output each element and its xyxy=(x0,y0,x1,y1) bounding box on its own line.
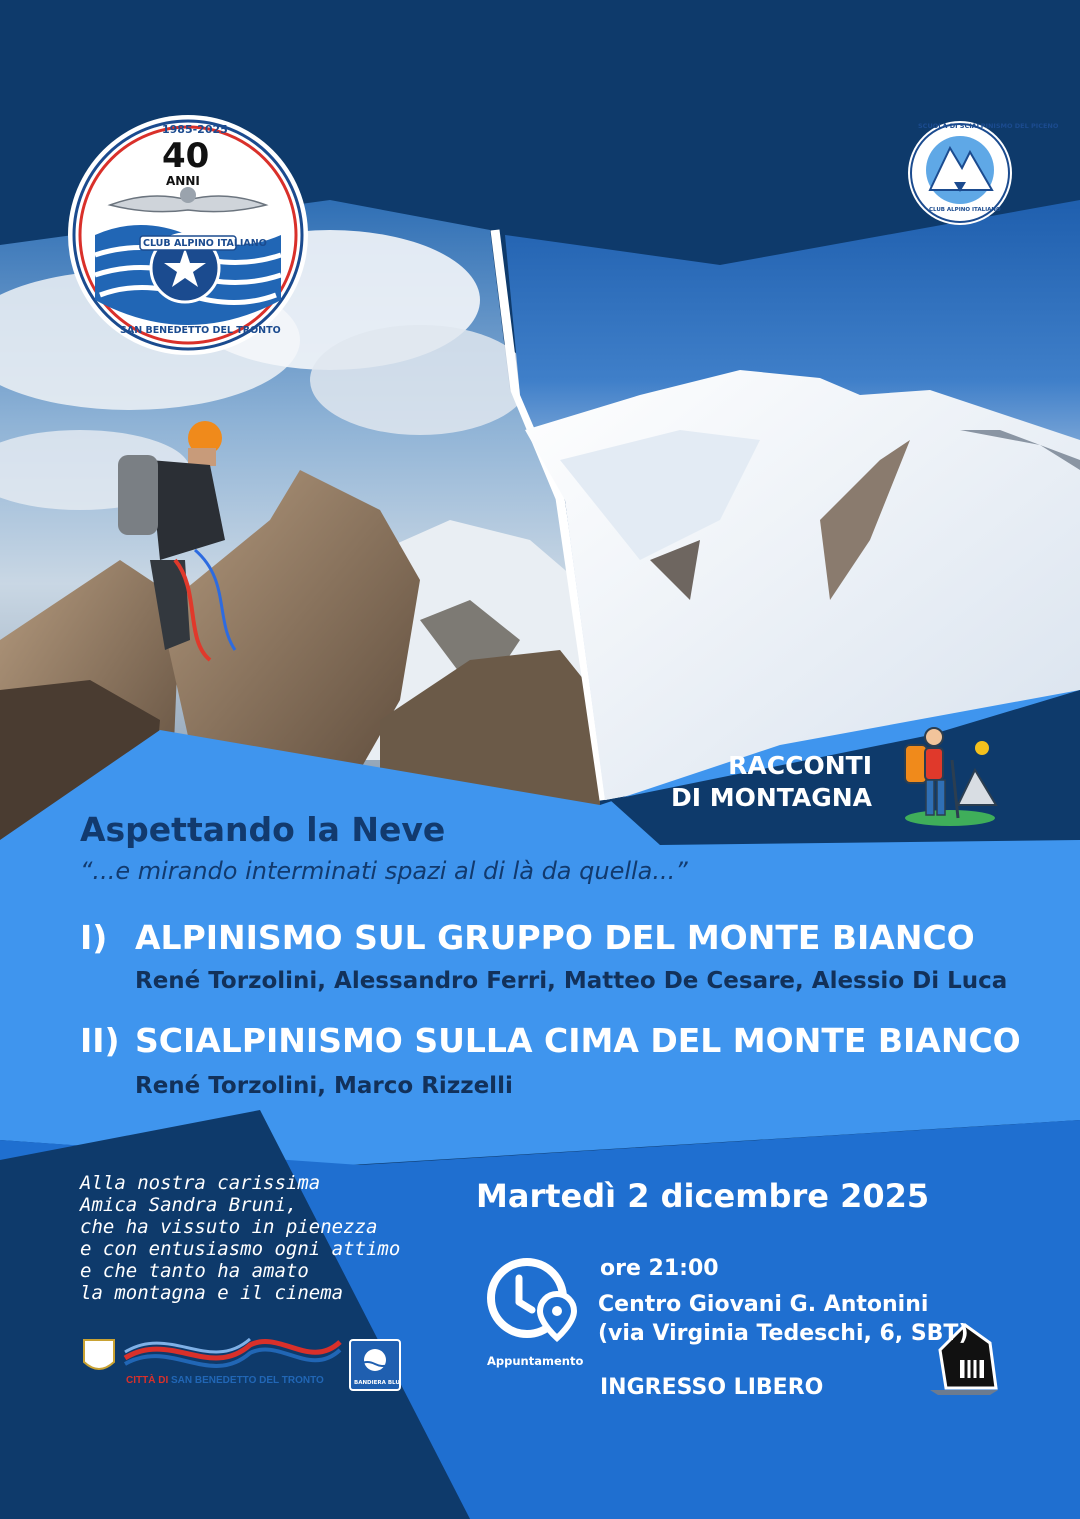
section-2-title: SCIALPINISMO SULLA CIMA DEL MONTE BIANCO xyxy=(135,1021,1021,1060)
city-prefix: CITTÀ DI xyxy=(126,1375,169,1386)
city-name: SAN BENEDETTO DEL TRONTO xyxy=(171,1375,324,1386)
scuola-ring-text: SCUOLA DI SCIALPINISMO DEL PICENO xyxy=(918,122,1059,130)
bandiera-blu-label: BANDIERA BLU xyxy=(354,1380,400,1386)
logo-club-name: CLUB ALPINO ITALIANO xyxy=(143,238,267,249)
section-2-authors: René Torzolini, Marco Rizzelli xyxy=(135,1073,513,1099)
appointment-label: Appuntamento xyxy=(487,1354,584,1368)
event-title: Aspettando la Neve xyxy=(80,810,446,849)
section-2-number: II) xyxy=(80,1021,120,1060)
event-quote: “...e mirando interminati spazi al di là da quella...” xyxy=(80,857,688,885)
section-1-title: ALPINISMO SUL GRUPPO DEL MONTE BIANCO xyxy=(135,918,975,957)
event-time: ore 21:00 xyxy=(600,1256,719,1281)
scuola-bottom-text: CLUB ALPINO ITALIANO xyxy=(929,207,1001,213)
logo-city-name: SAN BENEDETTO DEL TRONTO xyxy=(120,325,281,336)
logo-years: 1985-2025 xyxy=(162,123,228,136)
event-place: Centro Giovani G. Antonini xyxy=(598,1292,929,1317)
city-sponsor-name xyxy=(126,1375,324,1386)
logo-anniversary-unit: ANNI xyxy=(166,174,200,188)
badge-line-1: RACCONTI xyxy=(728,751,872,780)
section-1-authors: René Torzolini, Alessandro Ferri, Matteo De Cesare, Alessio Di Luca xyxy=(135,968,1008,994)
section-1-number: I) xyxy=(80,918,108,957)
event-date: Martedì 2 dicembre 2025 xyxy=(476,1177,930,1215)
badge-line-2: DI MONTAGNA xyxy=(670,783,872,812)
event-entry: INGRESSO LIBERO xyxy=(600,1375,824,1400)
dedication-text: Alla nostra carissima Amica Sandra Bruni, che ha vissuto in pienezza e con entusiasmo ogni attimo e che tanto ha amato la montagna e il cinema xyxy=(80,1172,401,1304)
logo-anniversary-number: 40 xyxy=(162,136,210,176)
event-address: (via Virginia Tedeschi, 6, SBT) xyxy=(598,1321,969,1346)
